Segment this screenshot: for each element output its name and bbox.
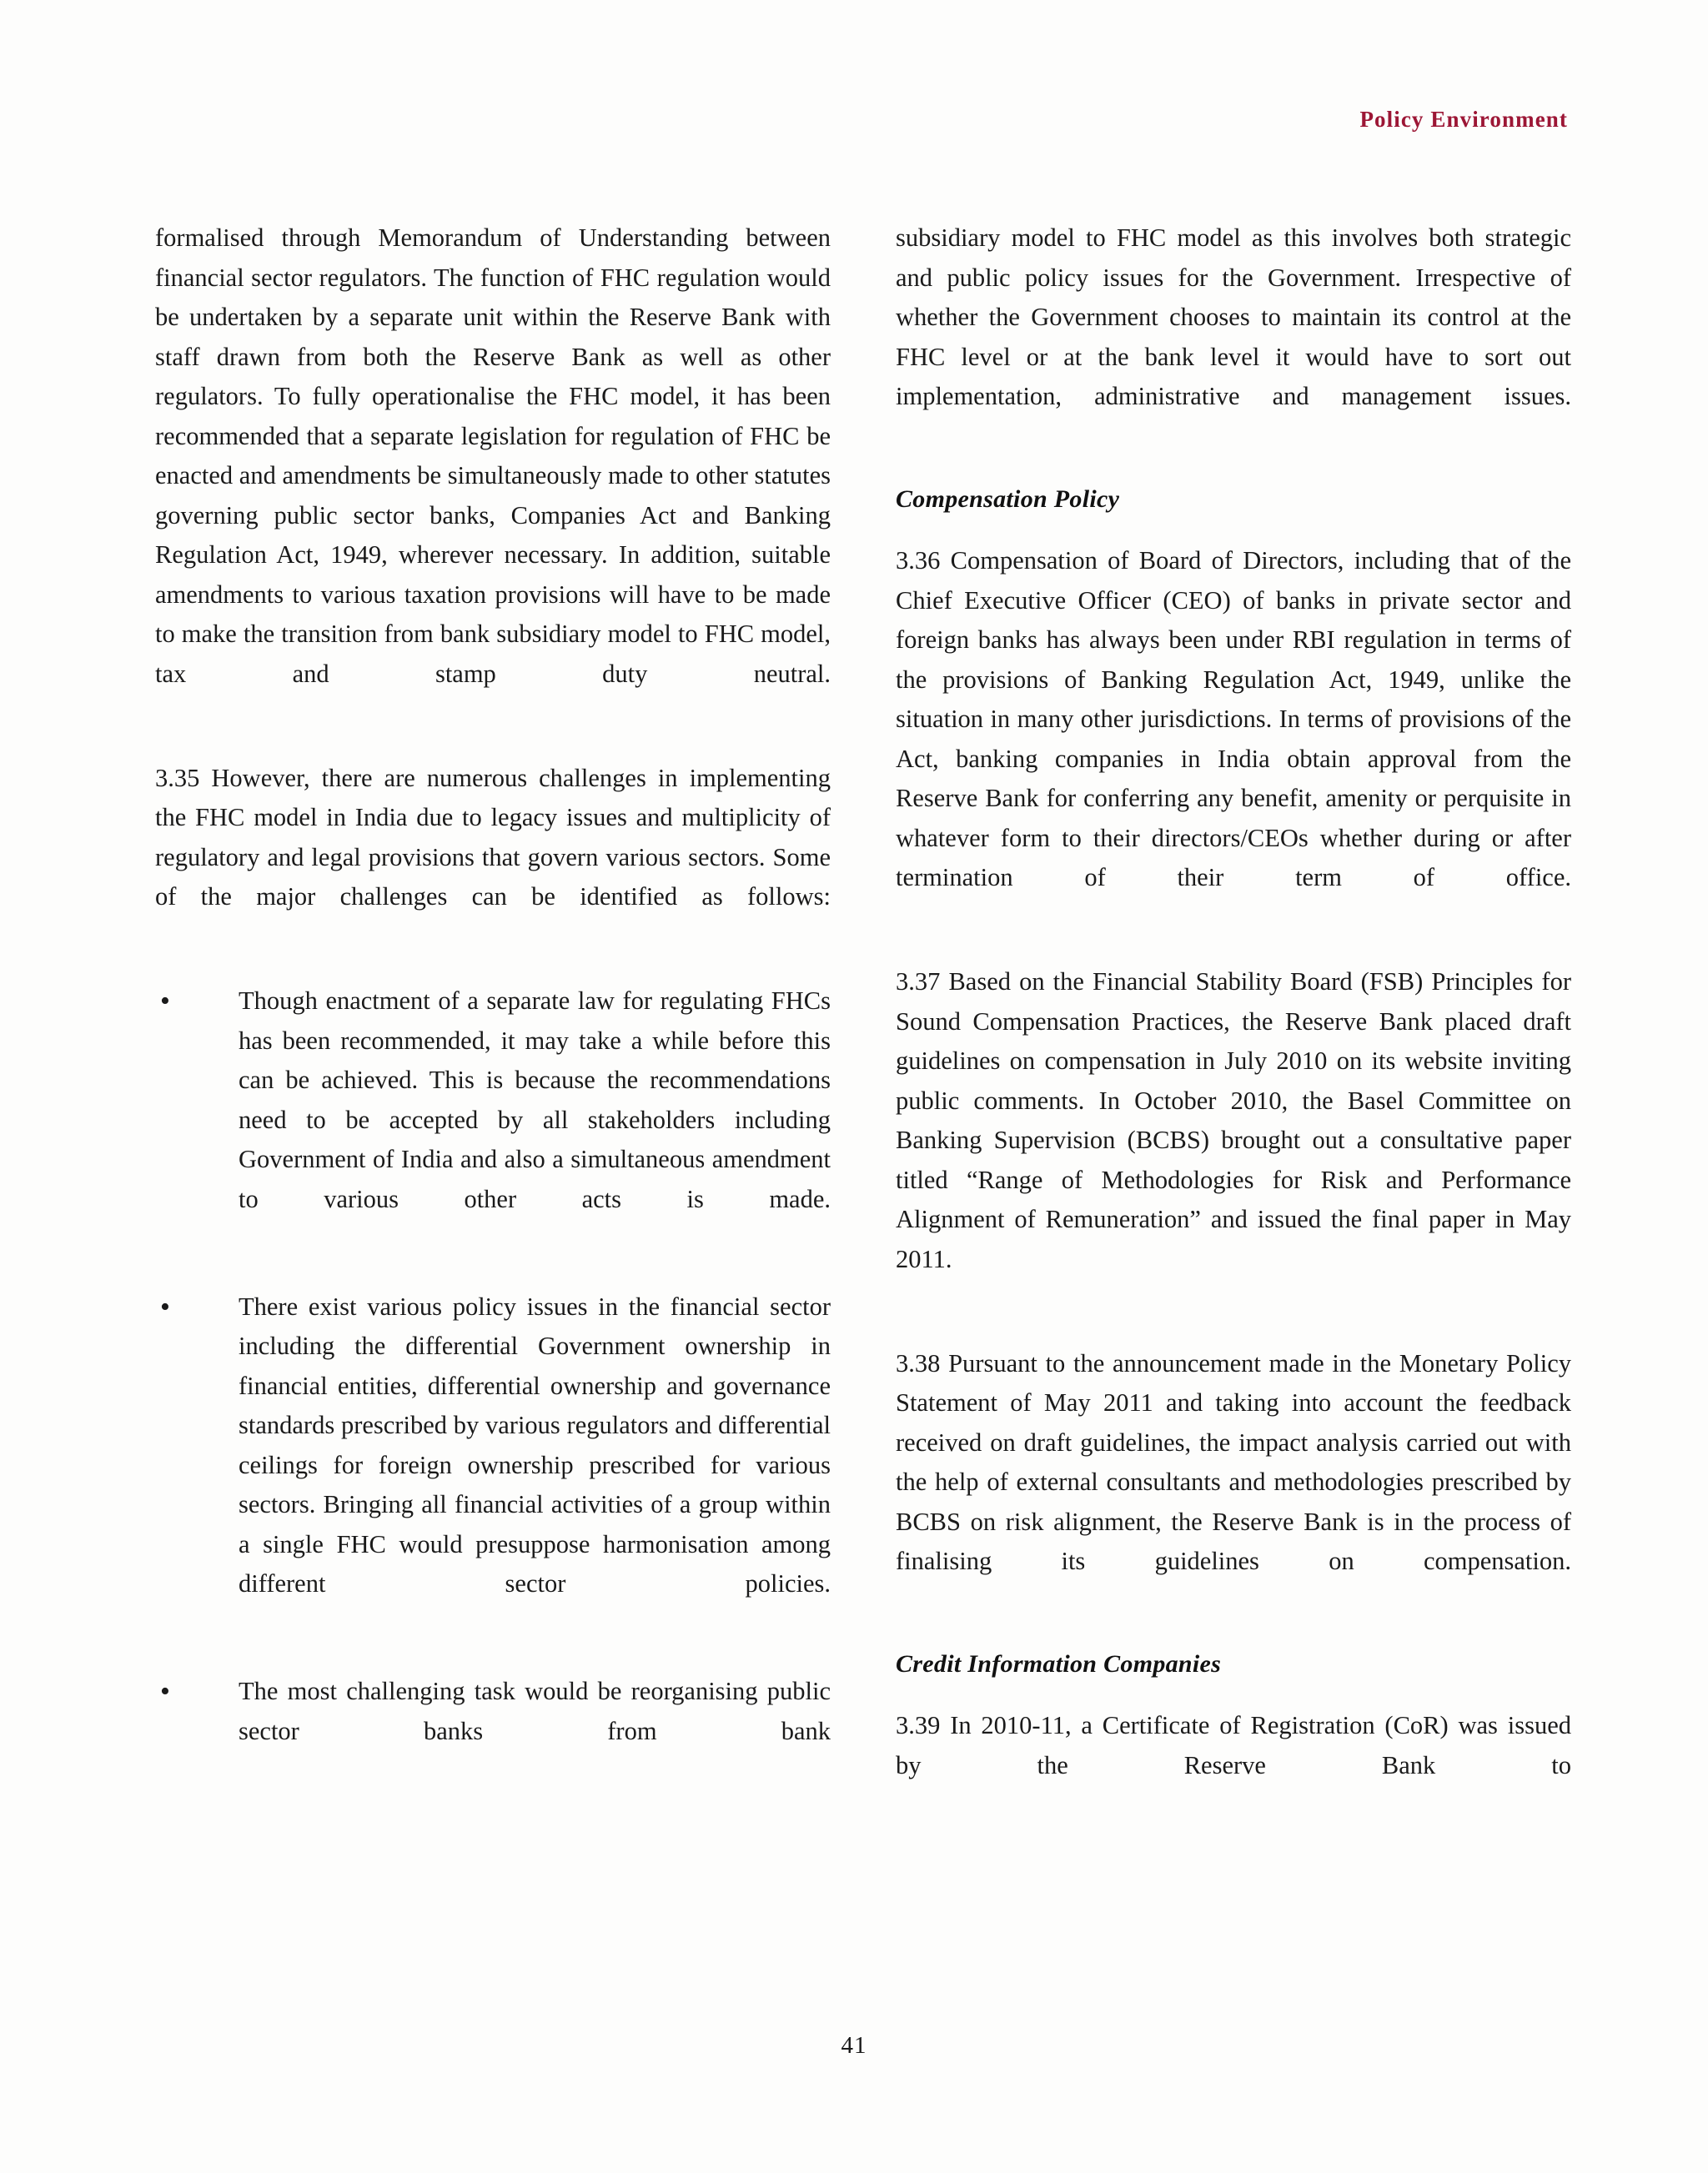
list-item [155, 1672, 831, 1791]
paragraph-3-38: 3.38 Pursuant to the announcement made in the Monetary Policy Statement of May 2011 and taking into account the feedback received on draft guidelines, the impact analysis carried out with the help of external consultants and methodologies prescribed by BCBS on risk alignment, the Reserve Bank is in the process of finalising its guidelines on compensation. [896, 1348, 1571, 1575]
bullet-point-icon: • [160, 1676, 170, 1707]
challenges-bullet-list [155, 981, 831, 1791]
list-item-text: The most challenging task would be reorganising public sector banks from bank [239, 1677, 831, 1745]
list-item [155, 981, 831, 1259]
heading-credit-information-companies: Credit Information Companies [896, 1650, 1222, 1678]
paragraph-3-37: 3.37 Based on the Financial Stability Board (FSB) Principles for Sound Compensation Practices, the Reserve Bank placed draft guidelines on compensation in July 2010 on its website inviting public comments. In October 2010, the Basel Committee on Banking Supervision (BCBS) brought out a consultative paper titled “Range of Methodologies for Risk and Performance Alignment of Remuneration” and issued the final paper in May 2011. [896, 967, 1571, 1273]
list-item-text: Though enactment of a separate law for regulating FHCs has been recommended, it may take a while before this can be achieved. This is because the recommendations need to be accepted by all stakeholders including Government of India and also a simultaneous amendment to various other acts is made. [239, 986, 831, 1213]
paragraph-formalised: formalised through Memorandum of Understanding between financial sector regulators. The function of FHC regulation would be undertaken by a separate unit within the Reserve Bank with staff drawn from both the Reserve Bank as well as other regulators. To fully operationalise the FHC model, it has been recommended that a separate legislation for regulation of FHC be enacted and amendments be simultaneously made to other statutes governing public sector banks, Companies Act and Banking Regulation Act, 1949, wherever necessary. In addition, suitable amendments to various taxation provisions will have to be made to make the transition from bank subsidiary model to FHC model, tax and stamp duty neutral. [155, 223, 831, 688]
bullet-point-icon: • [160, 1291, 170, 1322]
paragraph-3-36: 3.36 Compensation of Board of Directors, including that of the Chief Executive Officer (CEO) of banks in private sector and foreign banks has always been under RBI regulation in terms of the provisions of Banking Regulation Act, 1949, unlike the situation in many other jurisdictions. In terms of provisions of the Act, banking companies in India obtain approval from the Reserve Bank for conferring any benefit, amenity or perquisite in whatever form to their directors/CEOs whether during or after termination of their term of office. [896, 546, 1571, 891]
paragraph-3-39: 3.39 In 2010-11, a Certificate of Registration (CoR) was issued by the Reserve Bank to [896, 1711, 1571, 1779]
right-column [896, 218, 1571, 1825]
two-column-body [155, 218, 1573, 1825]
list-item-text: There exist various policy issues in the financial sector including the differential Government ownership in financial entities, differential ownership and governance standards prescribed by various regulators and differential ceilings for foreign ownership prescribed for various sectors. Bringing all financial activities of a group within a single FHC would presuppose harmonisation among different sector policies. [239, 1292, 831, 1598]
left-column [155, 218, 831, 1825]
list-item [155, 1287, 831, 1644]
running-header: Policy Environment [1359, 107, 1568, 132]
paragraph-3-35: 3.35 However, there are numerous challenges in implementing the FHC model in India due to legacy issues and multiplicity of regulatory and legal provisions that govern various sectors. Some of the major challenges can be identified as follows: [155, 763, 831, 911]
heading-compensation-policy: Compensation Policy [896, 485, 1120, 513]
bullet-point-icon: • [160, 986, 170, 1016]
page-number: 41 [841, 2032, 867, 2059]
paragraph-continuation: subsidiary model to FHC model as this involves both strategic and public policy issues for the Government. Irrespective of whether the Government chooses to maintain its control at the FHC level or at the bank level it would have to sort out implementation, administrative and management issues. [896, 223, 1571, 410]
